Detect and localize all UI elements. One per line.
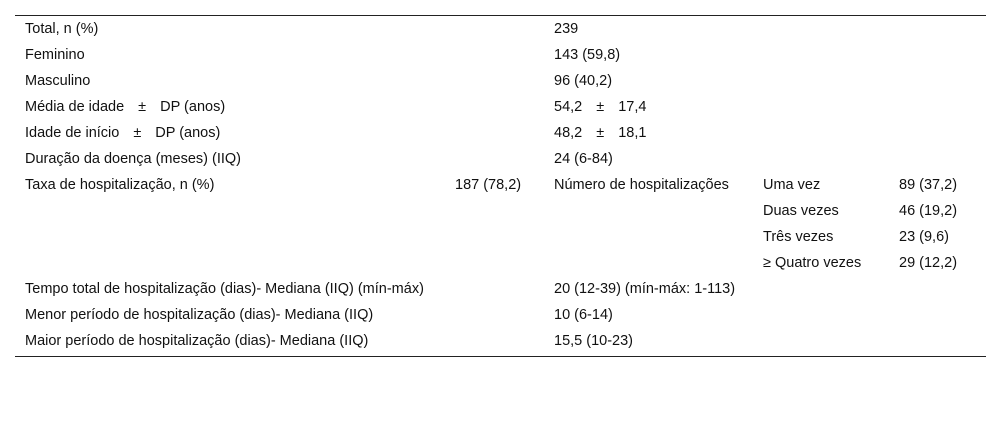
table-row: [15, 172, 986, 198]
table-row: [15, 42, 986, 68]
row-label: Menor período de hospitalização (dias)- Mediana (IIQ): [25, 307, 374, 323]
label-unit: DP (anos): [155, 125, 221, 141]
plus-minus-symbol: ±: [596, 125, 605, 141]
row-value: 143 (59,8): [554, 47, 621, 63]
row-label: Masculino: [25, 73, 91, 89]
value-mean: 54,2: [554, 99, 583, 115]
row-value: 96 (40,2): [554, 73, 613, 89]
hosp-count-value: 29 (12,2): [899, 255, 958, 271]
row-value: 20 (12-39) (mín-máx: 1-113): [554, 281, 736, 297]
row-label: Total, n (%): [25, 21, 99, 37]
hosp-count-label: Três vezes: [763, 229, 834, 245]
table-row: [15, 276, 986, 302]
sub-label: Número de hospitalizações: [554, 177, 729, 193]
hosp-count-value: 89 (37,2): [899, 177, 958, 193]
row-label: Tempo total de hospitalização (dias)- Mediana (IIQ) (mín-máx): [25, 281, 424, 297]
row-label: Feminino: [25, 47, 85, 63]
hosp-count-label: Duas vezes: [763, 203, 839, 219]
table-row: [15, 146, 986, 172]
row-value: 24 (6-84): [554, 151, 613, 167]
hosp-count-label: ≥ Quatro vezes: [763, 255, 862, 271]
label-main: Idade de início: [25, 125, 120, 141]
row-label: [15, 94, 544, 120]
row-label: Taxa de hospitalização, n (%): [25, 177, 215, 193]
hosp-count-value: 23 (9,6): [899, 229, 949, 245]
table-row: [15, 16, 986, 43]
value-sd: 18,1: [618, 125, 647, 141]
table-container: [15, 15, 986, 357]
table-row: [15, 68, 986, 94]
row-label: Maior período de hospitalização (dias)- Mediana (IIQ): [25, 333, 369, 349]
row-value: 15,5 (10-23): [554, 333, 633, 349]
value-sd: 17,4: [618, 99, 647, 115]
table-row: [15, 120, 986, 146]
plus-minus-symbol: ±: [133, 125, 142, 141]
patient-characteristics-table: [15, 15, 986, 357]
row-value: 187 (78,2): [455, 177, 522, 193]
table-row: [15, 94, 986, 120]
plus-minus-symbol: ±: [596, 99, 605, 115]
row-value: [544, 94, 986, 120]
value-mean: 48,2: [554, 125, 583, 141]
plus-minus-symbol: ±: [138, 99, 147, 115]
row-value: [544, 120, 986, 146]
row-value: 10 (6-14): [554, 307, 613, 323]
label-unit: DP (anos): [160, 99, 226, 115]
row-label: Duração da doença (meses) (IIQ): [25, 151, 241, 167]
table-row: [15, 302, 986, 328]
label-main: Média de idade: [25, 99, 125, 115]
hosp-count-value: 46 (19,2): [899, 203, 958, 219]
row-label: [15, 120, 544, 146]
table-row: [15, 328, 986, 357]
hosp-count-label: Uma vez: [763, 177, 821, 193]
row-value: 239: [554, 21, 579, 37]
